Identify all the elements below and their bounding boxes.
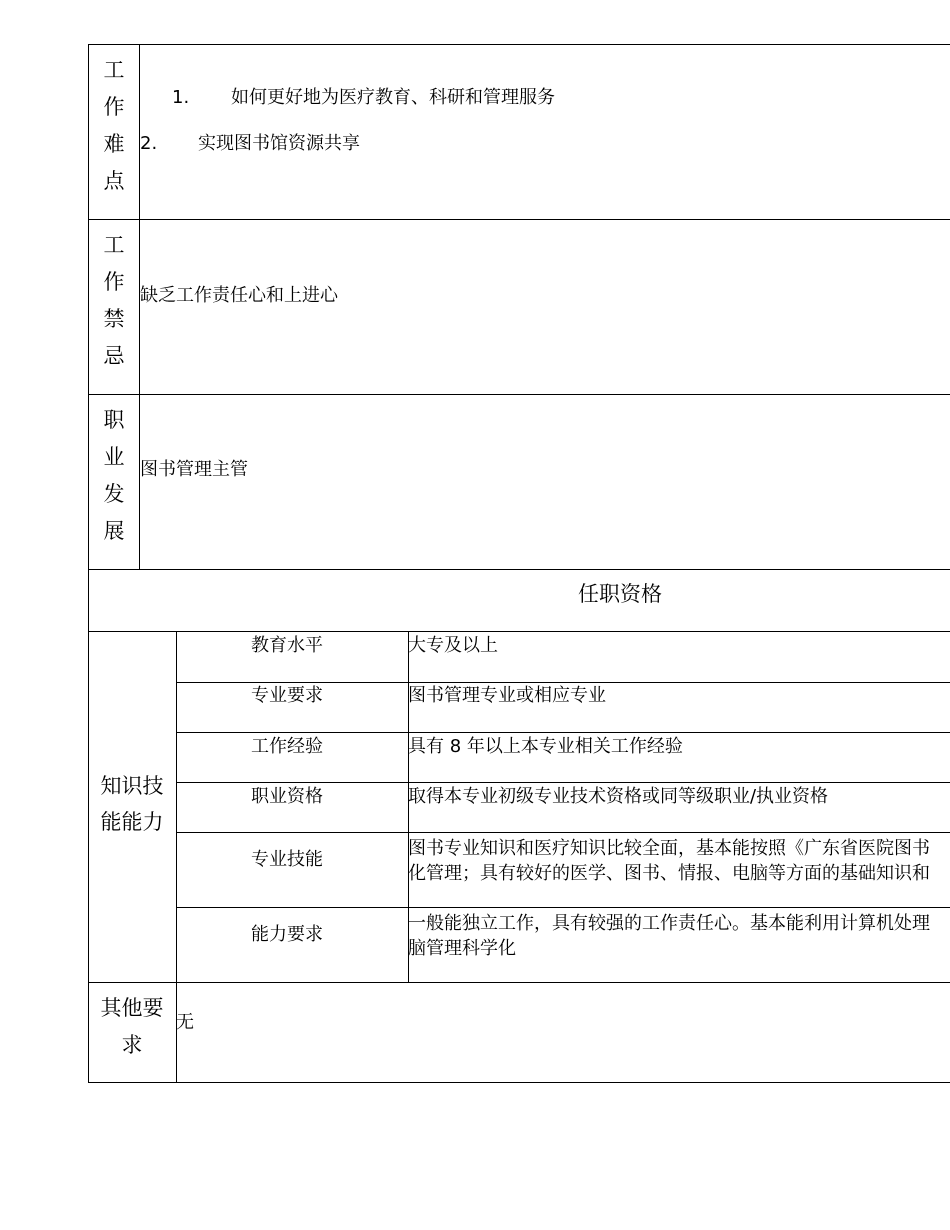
qualification-value: 具有 8 年以上本专业相关工作经验: [408, 736, 683, 757]
qualification-value-line: 化管理；具有较好的医学、图书、情报、电脑等方面的基础知识和: [408, 863, 930, 884]
career-text: 图书管理主管: [140, 459, 248, 480]
difficulty-item-1-number: 1.: [172, 87, 190, 108]
difficulty-label: 工 作 难 点: [103, 58, 125, 193]
qualification-name: 能力要求: [251, 924, 323, 945]
qualification-value-line: 图书专业知识和医疗知识比较全面，基本能按照《广东省医院图书: [408, 838, 930, 859]
qualification-name: 职业资格: [251, 786, 323, 807]
qualification-name: 专业要求: [251, 685, 323, 706]
difficulty-item-2-number: 2.: [140, 133, 158, 154]
qualification-name: 工作经验: [251, 736, 323, 757]
qualifications-group-label: 知识技能能力: [100, 774, 164, 834]
other-text: 无: [176, 1012, 194, 1033]
difficulty-item-2-text: 实现图书馆资源共享: [198, 133, 360, 154]
qualification-value: 取得本专业初级专业技术资格或同等级职业/执业资格: [408, 786, 829, 807]
taboo-label: 工 作 禁 忌: [103, 233, 125, 368]
other-label: 其他要求: [100, 996, 164, 1057]
career-label: 职 业 发 展: [103, 408, 125, 543]
qualification-value: [408, 836, 948, 886]
difficulty-item-1-text: 如何更好地为医疗教育、科研和管理服务: [231, 87, 555, 108]
qualification-value: 大专及以上: [408, 635, 498, 656]
qualification-value-line: 脑管理科学化: [408, 938, 516, 959]
qualification-value: 图书管理专业或相应专业: [408, 685, 606, 706]
qualifications-title: 任职资格: [578, 582, 662, 606]
qualification-name: 教育水平: [251, 635, 323, 656]
taboo-text: 缺乏工作责任心和上进心: [140, 285, 338, 306]
qualification-value-line: 一般能独立工作，具有较强的工作责任心。基本能利用计算机处理: [408, 913, 930, 934]
qualification-value: [408, 911, 948, 961]
qualification-name: 专业技能: [251, 849, 323, 870]
